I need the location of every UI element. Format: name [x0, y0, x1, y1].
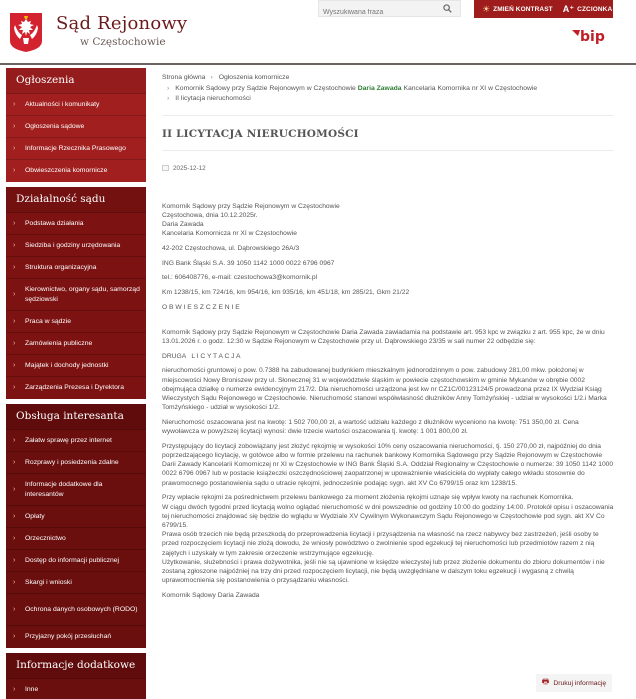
sidebar	[6, 68, 146, 699]
chevron-right-icon: ›	[13, 384, 16, 392]
sidebar-item-label: Dostęp do informacji publicznej	[25, 556, 120, 564]
breadcrumb-text: Komornik Sądowy przy Sądzie Rejonowym w Częstochowie	[175, 84, 356, 92]
usufruct-paragraph: Użytkowanie, służebności i prawa dożywotnika, jeśli nie są ujawnione w księdze wieczystej lub przez złożenie dokumentu do zbioru dokumentów i nie zostaną zgłoszone najpóźniej na trzy dni przed rozpoczęciem licytacji, nie będą uwzględniane w dalszym toku egzekucji i wygasną z chwilą uprawomocnienia się postanowienia o przysądzaniu własności.	[162, 558, 605, 585]
font-size-label: CZCIONKA	[577, 5, 613, 13]
breadcrumb-text: Kancelaria Komornika nr XI w Częstochowie	[403, 84, 538, 92]
signature: Komornik Sądowy Daria Zawada	[162, 591, 260, 599]
sidebar-item-rozprawy[interactable]	[6, 452, 146, 474]
sidebar-item-label: Informacje dodatkowe dla interesantów	[25, 481, 103, 498]
header-line: Komornik Sądowy przy Sądzie Rejonowym w Częstochowie	[162, 202, 340, 210]
transfer-paragraph: Przy wpłacie rękojmi za pośrednictwem przelewu bankowego za moment złożenia rękojmi uznaje się wpływ kwoty na rachunek Komornika.	[162, 494, 574, 502]
sidebar-item-label: Załatw sprawę przez internet	[25, 436, 112, 444]
sidebar-item-oplaty[interactable]	[6, 506, 146, 528]
contact: tel.: 606408776, e-mail: czestochowa3@komornik.pl	[162, 274, 318, 282]
print-button[interactable]	[536, 674, 612, 692]
valuation-paragraph: Nieruchomość oszacowana jest na kwotę: 1 502 700,00 zł, a wartość udziału każdego z dłużników wyceniono na kwotę: 751 350,00 zł. Cena wywoławcza w powyższej licytacji wynosi: dwie trzecie wartości oszacowania tj. kwotę: 1 001 800,00 zł.	[162, 418, 579, 436]
chevron-right-icon: ›	[13, 100, 16, 108]
sidebar-item-label: Zamówienia publiczne	[25, 339, 93, 347]
intro-paragraph: Komornik Sądowy przy Sądzie Rejonowym w Częstochowie Daria Zawada zawiadamia na podstawie art. 953 kpc w związku z art. 955 kpc, że w dniu 13.01.2026 r. o godz. 12:30 w Sądzie Rejonowym w Częstochowie przy ul. Dąbrowskiego 23/35 w sali numer 22 odbędzie się:	[162, 328, 605, 346]
contrast-label: ZMIEŃ KONTRAST	[493, 5, 553, 13]
header-line: Częstochowa, dnia 10.12.2025r.	[162, 211, 258, 219]
sidebar-item-label: Aktualności i komunikaty	[25, 100, 100, 108]
publish-date-value: 2025-12-12	[173, 164, 206, 172]
bank-account: ING Bank Śląski S.A. 39 1050 1142 1000 0022 6796 0967	[162, 259, 335, 267]
breadcrumb-ogloszenia[interactable]: Ogłoszenia komornicze	[218, 74, 290, 81]
chevron-right-icon: ›	[13, 633, 16, 641]
font-size-button[interactable]	[563, 4, 613, 15]
sidebar-item-label: Zarządzenia Prezesa i Dyrektora	[25, 384, 124, 392]
deposit-paragraph: Przystępujący do licytacji zobowiązany jest złożyć rękojmię w wysokości 10% ceny oszacowania nieruchomości, tj. 150 270,00 zł, najpóźniej do dnia poprzedzającego licytację, w gotówce albo w formie przelewu na rachunek bankowy Komornika Sądowego przy Sądzie Rejonowym w Częstochowie Darii Zawady Kancelarii Komorniczej nr XI w Częstochowie w ING Bank Śląski S.A. Oddział Regionalny w Częstochowie o numerze: 39 1050 1142 1000 0022 6796 0967 lub w postacie książeczki oszczędnościowej zaopatrzonej w upoważnienie właściciela do wypłaty całego wkładu stosownie do prawomocnego postanowienia sądu o utracie rękojmi, jednocześnie podając sygn. akt XV Co 6799/15 oraz km 1238/15.	[162, 442, 614, 487]
menu-section-informacje	[6, 653, 146, 699]
sidebar-item-zamowienia[interactable]	[6, 333, 146, 355]
polish-eagle-emblem-icon[interactable]	[8, 11, 44, 53]
publish-date	[162, 165, 616, 172]
breadcrumb-home[interactable]: Strona główna	[162, 74, 206, 81]
third-party-paragraph: Prawa osób trzecich nie będą przeszkodą do przeprowadzenia licytacji i przysądzenia na własność na rzecz nabywcy bez zastrzeżeń, jeśli osoby te przed rozpoczęciem licytacji nie złożą dowodu, że wniosły powództwo o zwolnienie spod egzekucji tej nieruchomości lub przedmiotów razem z nią zajętych i uzyskały w tym zakresie orzeczenie wstrzymujące egzekucję.	[162, 531, 599, 557]
chevron-right-icon: ›	[13, 436, 16, 444]
chevron-right-icon: ›	[13, 534, 16, 542]
site-subtitle: w Częstochowie	[80, 36, 166, 48]
sidebar-item-label: Obwieszczenia komornicze	[25, 167, 108, 175]
breadcrumb-komornik[interactable]	[175, 85, 537, 92]
sidebar-item-dostep[interactable]	[6, 550, 146, 572]
sidebar-item-label: Ochrona danych osobowych (RODO)	[25, 605, 138, 613]
sidebar-item-label: Kierownictwo, organy sądu, samorząd sędziowski	[25, 286, 140, 303]
breadcrumb-separator: ›	[167, 84, 170, 92]
article-body	[162, 202, 616, 601]
breadcrumb-highlight: Daria Zawada	[357, 84, 402, 92]
sidebar-item-label: Skargi i wnioski	[25, 578, 72, 586]
sidebar-item-obwieszczenia[interactable]	[6, 160, 146, 182]
chevron-right-icon: ›	[13, 458, 16, 466]
chevron-right-icon: ›	[13, 290, 16, 298]
sidebar-item-rzecznik[interactable]	[6, 138, 146, 160]
print-label: Drukuj informację	[553, 679, 607, 687]
menu-section-obsluga	[6, 404, 146, 648]
sidebar-item-label: Majątek i dochody jednostki	[25, 361, 109, 369]
chevron-right-icon: ›	[13, 605, 16, 613]
menu-section-title: Działalność sądu	[6, 187, 146, 213]
site-title[interactable]: Sąd Rejonowy	[56, 13, 188, 34]
sidebar-item-struktura[interactable]	[6, 257, 146, 279]
chevron-right-icon: ›	[13, 317, 16, 325]
breadcrumb	[162, 68, 616, 105]
sidebar-item-inne[interactable]	[6, 679, 146, 699]
sidebar-item-label: Struktura organizacyjna	[25, 263, 97, 271]
chevron-right-icon: ›	[13, 512, 16, 520]
menu-section-title: Informacje dodatkowe	[6, 653, 146, 679]
sidebar-item-aktualnosci[interactable]	[6, 94, 146, 116]
search-box	[318, 0, 461, 17]
sidebar-item-label: Informacje Rzecznika Prasowego	[25, 144, 126, 152]
chevron-right-icon: ›	[13, 167, 16, 175]
bip-logo-icon[interactable]	[572, 26, 612, 46]
font-size-icon: A⁺	[562, 3, 575, 14]
calendar-icon	[162, 165, 169, 171]
sidebar-item-praca[interactable]	[6, 311, 146, 333]
header-line: Daria Zawada	[162, 220, 204, 228]
viewing-paragraph: W ciągu dwóch tygodni przed licytacją wolno oglądać nieruchomość w dni powszednie od godziny 10:00 do godziny 14:00. Protokół opisu i oszacowania tej nieruchomości znajdować się będzie do wglądu w Wydziale XV Cywilnym Wykonawczym Sądu Rejonowego w Częstochowie pod sygn. akt XV Co 6799/15.	[162, 503, 614, 529]
chevron-right-icon: ›	[13, 485, 16, 493]
header-line: Kancelaria Komornicza nr XI w Częstochowie	[162, 230, 297, 238]
sidebar-item-zalatw[interactable]	[6, 430, 146, 452]
property-paragraph: nieruchomości gruntowej o pow. 0.7388 ha zabudowanej budynkiem mieszkalnym jednorodzinnym o pow. zabudowy 281,00 mkw. położonej w miejscowości Nowy Broniszew przy ul. Słonecznej 31 w województwie śląskim w powiecie częstochowskim w gminie Mykanów w obrębie 0002 obejmująca działkę o numerze ewidencyjnym 217/2. Dla nieruchomości urządzona jest kw nr CZ1C/00123124/5 prowadzona przez IX Wydział Ksiąg Wieczystych Sądu Rejonowego w Częstochowie. Nieruchomość stanowi współwłasność dłużników Anny Tomżyńskiej - udział w wysokości 1/2.i Marka Tomżyńskiego - udział w wysokości 1/2.	[162, 367, 607, 412]
search-icon[interactable]	[443, 4, 452, 13]
sidebar-item-label: Przyjazny pokój przesłuchań	[25, 633, 112, 641]
breadcrumb-separator: ›	[210, 74, 213, 81]
menu-section-dzialalnosc	[6, 187, 146, 399]
sidebar-item-orzecznictwo[interactable]	[6, 528, 146, 550]
divider	[162, 150, 614, 151]
auction-heading: DRUGA L I C Y T A C J A	[162, 352, 241, 360]
sidebar-item-label: Praca w sądzie	[25, 317, 72, 325]
menu-section-ogloszenia	[6, 68, 146, 182]
address: 42-202 Częstochowa, ul. Dąbrowskiego 26A/3	[162, 244, 300, 252]
breadcrumb-separator: ›	[167, 95, 170, 102]
accessibility-toolbar	[474, 0, 613, 18]
chevron-right-icon: ›	[13, 578, 16, 586]
chevron-right-icon: ›	[13, 122, 16, 130]
sidebar-item-rodo[interactable]	[6, 594, 146, 626]
sidebar-item-label: Podstawa działania	[25, 219, 84, 227]
sidebar-item-label: Opłaty	[25, 512, 45, 520]
chevron-right-icon: ›	[13, 339, 16, 347]
chevron-right-icon: ›	[13, 263, 16, 271]
breadcrumb-current: II licytacja nieruchomości	[175, 95, 251, 102]
sidebar-item-zarzadzenia[interactable]	[6, 377, 146, 399]
chevron-right-icon: ›	[13, 219, 16, 227]
chevron-right-icon: ›	[13, 686, 16, 694]
sidebar-item-podstawa[interactable]	[6, 213, 146, 235]
sidebar-item-pokoj[interactable]	[6, 626, 146, 648]
notice-heading: O B W I E S Z C Z E N I E	[162, 303, 240, 311]
page-title: II LICYTACJA NIERUCHOMOŚCI	[162, 127, 359, 140]
main-content	[162, 68, 616, 606]
sidebar-item-ogloszenia-sadowe[interactable]	[6, 116, 146, 138]
sidebar-item-kierownictwo[interactable]	[6, 279, 146, 311]
sidebar-item-label: Orzecznictwo	[25, 534, 66, 542]
menu-section-title: Obsługa interesanta	[6, 404, 146, 430]
search-input[interactable]	[319, 5, 434, 20]
site-header	[0, 0, 636, 65]
svg-text:bip: bip	[580, 29, 605, 45]
sun-contrast-icon: ☀	[482, 3, 491, 14]
case-numbers: Km 1238/15, km 724/16, km 954/16, km 935/16, km 451/18, km 285/21, Gkm 21/22	[162, 288, 410, 296]
sidebar-item-label: Ogłoszenia sądowe	[25, 122, 85, 130]
chevron-right-icon: ›	[13, 241, 16, 249]
chevron-right-icon: ›	[13, 361, 16, 369]
contrast-button[interactable]	[482, 4, 553, 15]
sidebar-item-label: Siedziba i godziny urzędowania	[25, 241, 121, 249]
sidebar-item-informacje-dodatkowe[interactable]	[6, 474, 146, 506]
sidebar-item-skargi[interactable]	[6, 572, 146, 594]
sidebar-item-siedziba[interactable]	[6, 235, 146, 257]
chevron-right-icon: ›	[13, 144, 16, 152]
sidebar-item-label: Inne	[25, 686, 39, 694]
printer-icon: 🖶	[541, 677, 550, 686]
sidebar-item-label: Rozprawy i posiedzenia zdalne	[25, 458, 119, 466]
chevron-right-icon: ›	[13, 556, 16, 564]
sidebar-item-majatek[interactable]	[6, 355, 146, 377]
menu-section-title: Ogłoszenia	[6, 68, 146, 94]
divider	[162, 115, 614, 116]
